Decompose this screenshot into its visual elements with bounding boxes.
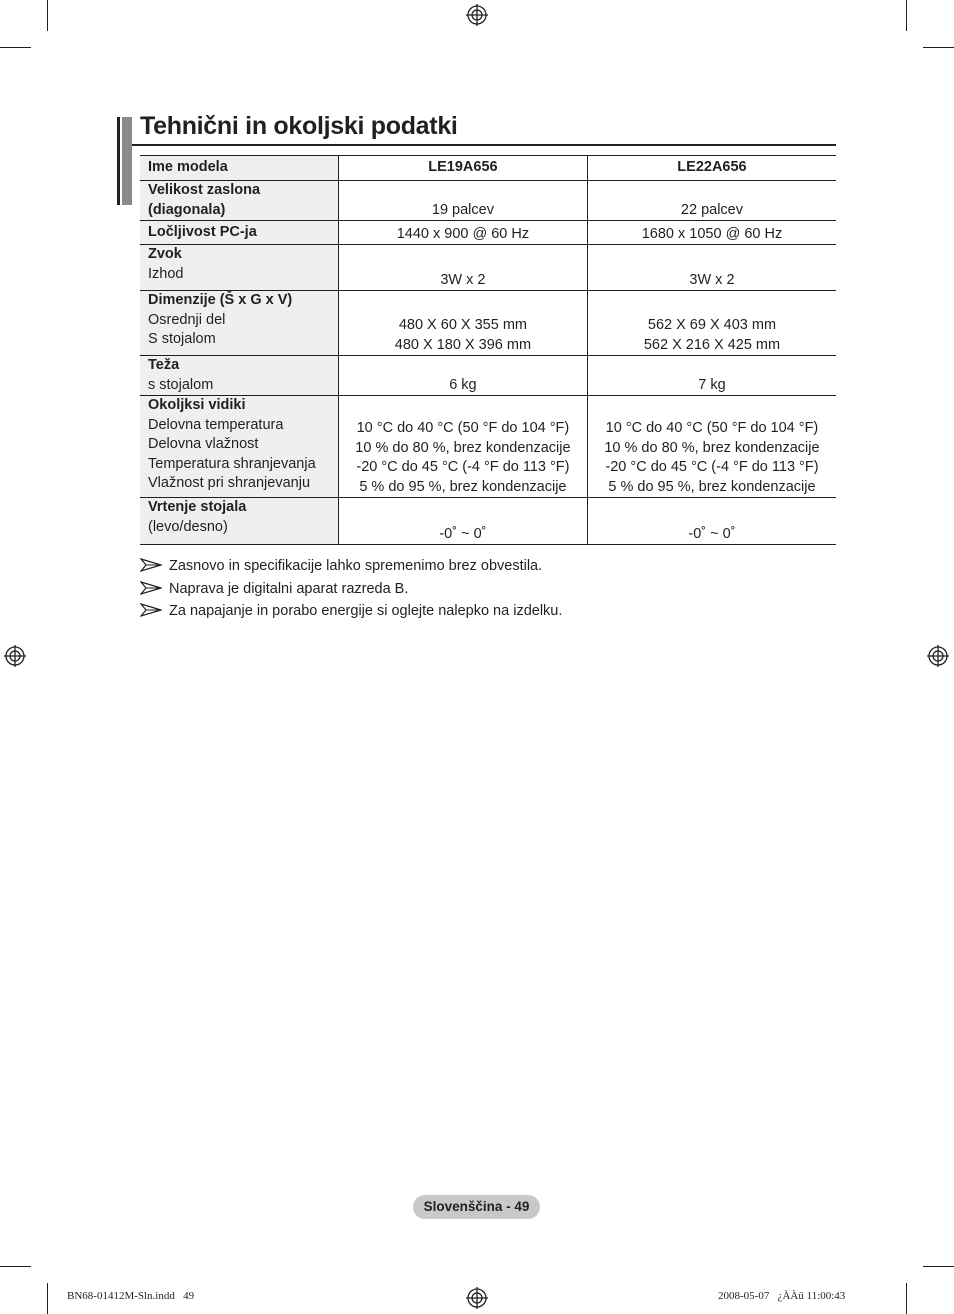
row-label-sub: Delovna temperatura Delovna vlažnost Temperatura shranjevanja Vlažnost pri shranjevanju [148, 416, 316, 491]
table-header-cell: Ime modela [140, 156, 338, 181]
row-value [338, 181, 587, 221]
row-value [338, 396, 587, 498]
row-value-line: 19 palcev [431, 201, 494, 218]
row-value [338, 221, 587, 245]
title-rule [132, 144, 836, 146]
row-label [140, 181, 338, 221]
registration-mark-icon [4, 645, 26, 667]
row-label-sub: Osrednji del S stojalom [148, 311, 226, 347]
table-header-row [140, 156, 836, 181]
page-title: Tehnični in okoljski podatki [140, 112, 458, 140]
row-label-main: Velikost zaslona (diagonala) [148, 182, 261, 218]
crop-mark [906, 1283, 907, 1314]
row-label [140, 356, 338, 396]
row-value-line: 10 °C do 40 °C (50 °F do 104 °F) [356, 420, 570, 436]
row-label [140, 498, 338, 545]
row-value-line: 1680 x 1050 @ 60 Hz [641, 225, 783, 242]
note-text: Naprava je digitalni aparat razreda B. [169, 580, 409, 597]
table-row [140, 245, 836, 291]
footer-file-info: BN68-01412M-Sln.indd 49 [67, 1290, 195, 1302]
table-row [140, 396, 836, 498]
spec-table [140, 155, 836, 545]
row-value [587, 245, 836, 291]
crop-mark [47, 0, 48, 31]
row-value [587, 291, 836, 356]
row-value-line: 3W x 2 [440, 271, 486, 288]
table-row [140, 498, 836, 545]
row-label-sub: Izhod [148, 265, 184, 282]
row-value-line: -20 °C do 45 °C (-4 °F do 113 °F) [605, 459, 819, 475]
note-text: Za napajanje in porabo energije si oglejte nalepko na izdelku. [169, 603, 563, 619]
row-value-line: 22 palcev [680, 201, 743, 218]
row-label-sub: s stojalom [148, 376, 214, 393]
table-header-cell: LE22A656 [587, 156, 836, 181]
row-value [338, 291, 587, 356]
row-label-main: Dimenzije (Š x G x V) [148, 292, 293, 308]
row-label-main: Zvok [148, 246, 182, 262]
row-value-line: 5 % do 95 %, brez kondenzacije [608, 478, 816, 495]
crop-mark [0, 47, 31, 48]
table-header-cell: LE19A656 [338, 156, 587, 181]
row-value-line: 7 kg [698, 376, 726, 393]
row-label-main: Okoljksi vidiki [148, 397, 246, 413]
table-row [140, 356, 836, 396]
table-row [140, 291, 836, 356]
note-text: Zasnovo in specifikacije lahko spremenimo brez obvestila. [169, 558, 543, 574]
title-accent-bar [117, 117, 132, 205]
footer-timestamp: 2008-05-07 ¿ÀÀü 11:00:43 [718, 1290, 846, 1302]
row-label [140, 396, 338, 498]
row-value-line: 480 X 60 X 355 mm [398, 317, 527, 333]
table-row [140, 181, 836, 221]
row-value-line: -0˚ ~ 0˚ [439, 525, 487, 542]
row-value-line: -20 °C do 45 °C (-4 °F do 113 °F) [356, 459, 570, 475]
crop-mark [906, 0, 907, 31]
row-label-main: Teža [148, 357, 180, 373]
row-label [140, 221, 338, 245]
registration-mark-icon [466, 4, 488, 26]
note-arrow-icon [140, 603, 162, 617]
row-value [587, 181, 836, 221]
note-arrow-icon [140, 581, 162, 595]
row-value-line: 3W x 2 [689, 271, 735, 288]
row-label-main: Vrtenje stojala [148, 499, 247, 515]
row-label [140, 291, 338, 356]
crop-mark [0, 1266, 31, 1267]
row-value [587, 356, 836, 396]
row-value-line: -0˚ ~ 0˚ [688, 525, 736, 542]
row-value [587, 221, 836, 245]
crop-mark [47, 1283, 48, 1314]
registration-mark-icon [927, 645, 949, 667]
row-label-main: Ločljivost PC-ja [148, 223, 257, 240]
crop-mark [923, 1266, 954, 1267]
row-value-line: 480 X 180 X 396 mm [394, 336, 532, 353]
row-value-line: 10 % do 80 %, brez kondenzacije [604, 439, 820, 456]
row-value [587, 498, 836, 545]
row-value-line: 6 kg [449, 376, 477, 393]
row-value-line: 10 °C do 40 °C (50 °F do 104 °F) [605, 420, 819, 436]
crop-mark [923, 47, 954, 48]
page-number-badge: Slovenščina - 49 [413, 1195, 540, 1219]
table-row [140, 221, 836, 245]
row-value [338, 245, 587, 291]
row-label-sub: (levo/desno) [148, 518, 228, 535]
row-value-line: 562 X 216 X 425 mm [643, 336, 781, 353]
row-value-line: 562 X 69 X 403 mm [647, 317, 777, 333]
row-value-line: 10 % do 80 %, brez kondenzacije [355, 439, 571, 456]
registration-mark-icon [466, 1287, 488, 1309]
note-arrow-icon [140, 558, 162, 572]
row-label [140, 245, 338, 291]
row-value-line: 5 % do 95 %, brez kondenzacije [359, 478, 567, 495]
row-value [587, 396, 836, 498]
row-value [338, 356, 587, 396]
row-value-line: 1440 x 900 @ 60 Hz [396, 225, 530, 242]
row-value [338, 498, 587, 545]
